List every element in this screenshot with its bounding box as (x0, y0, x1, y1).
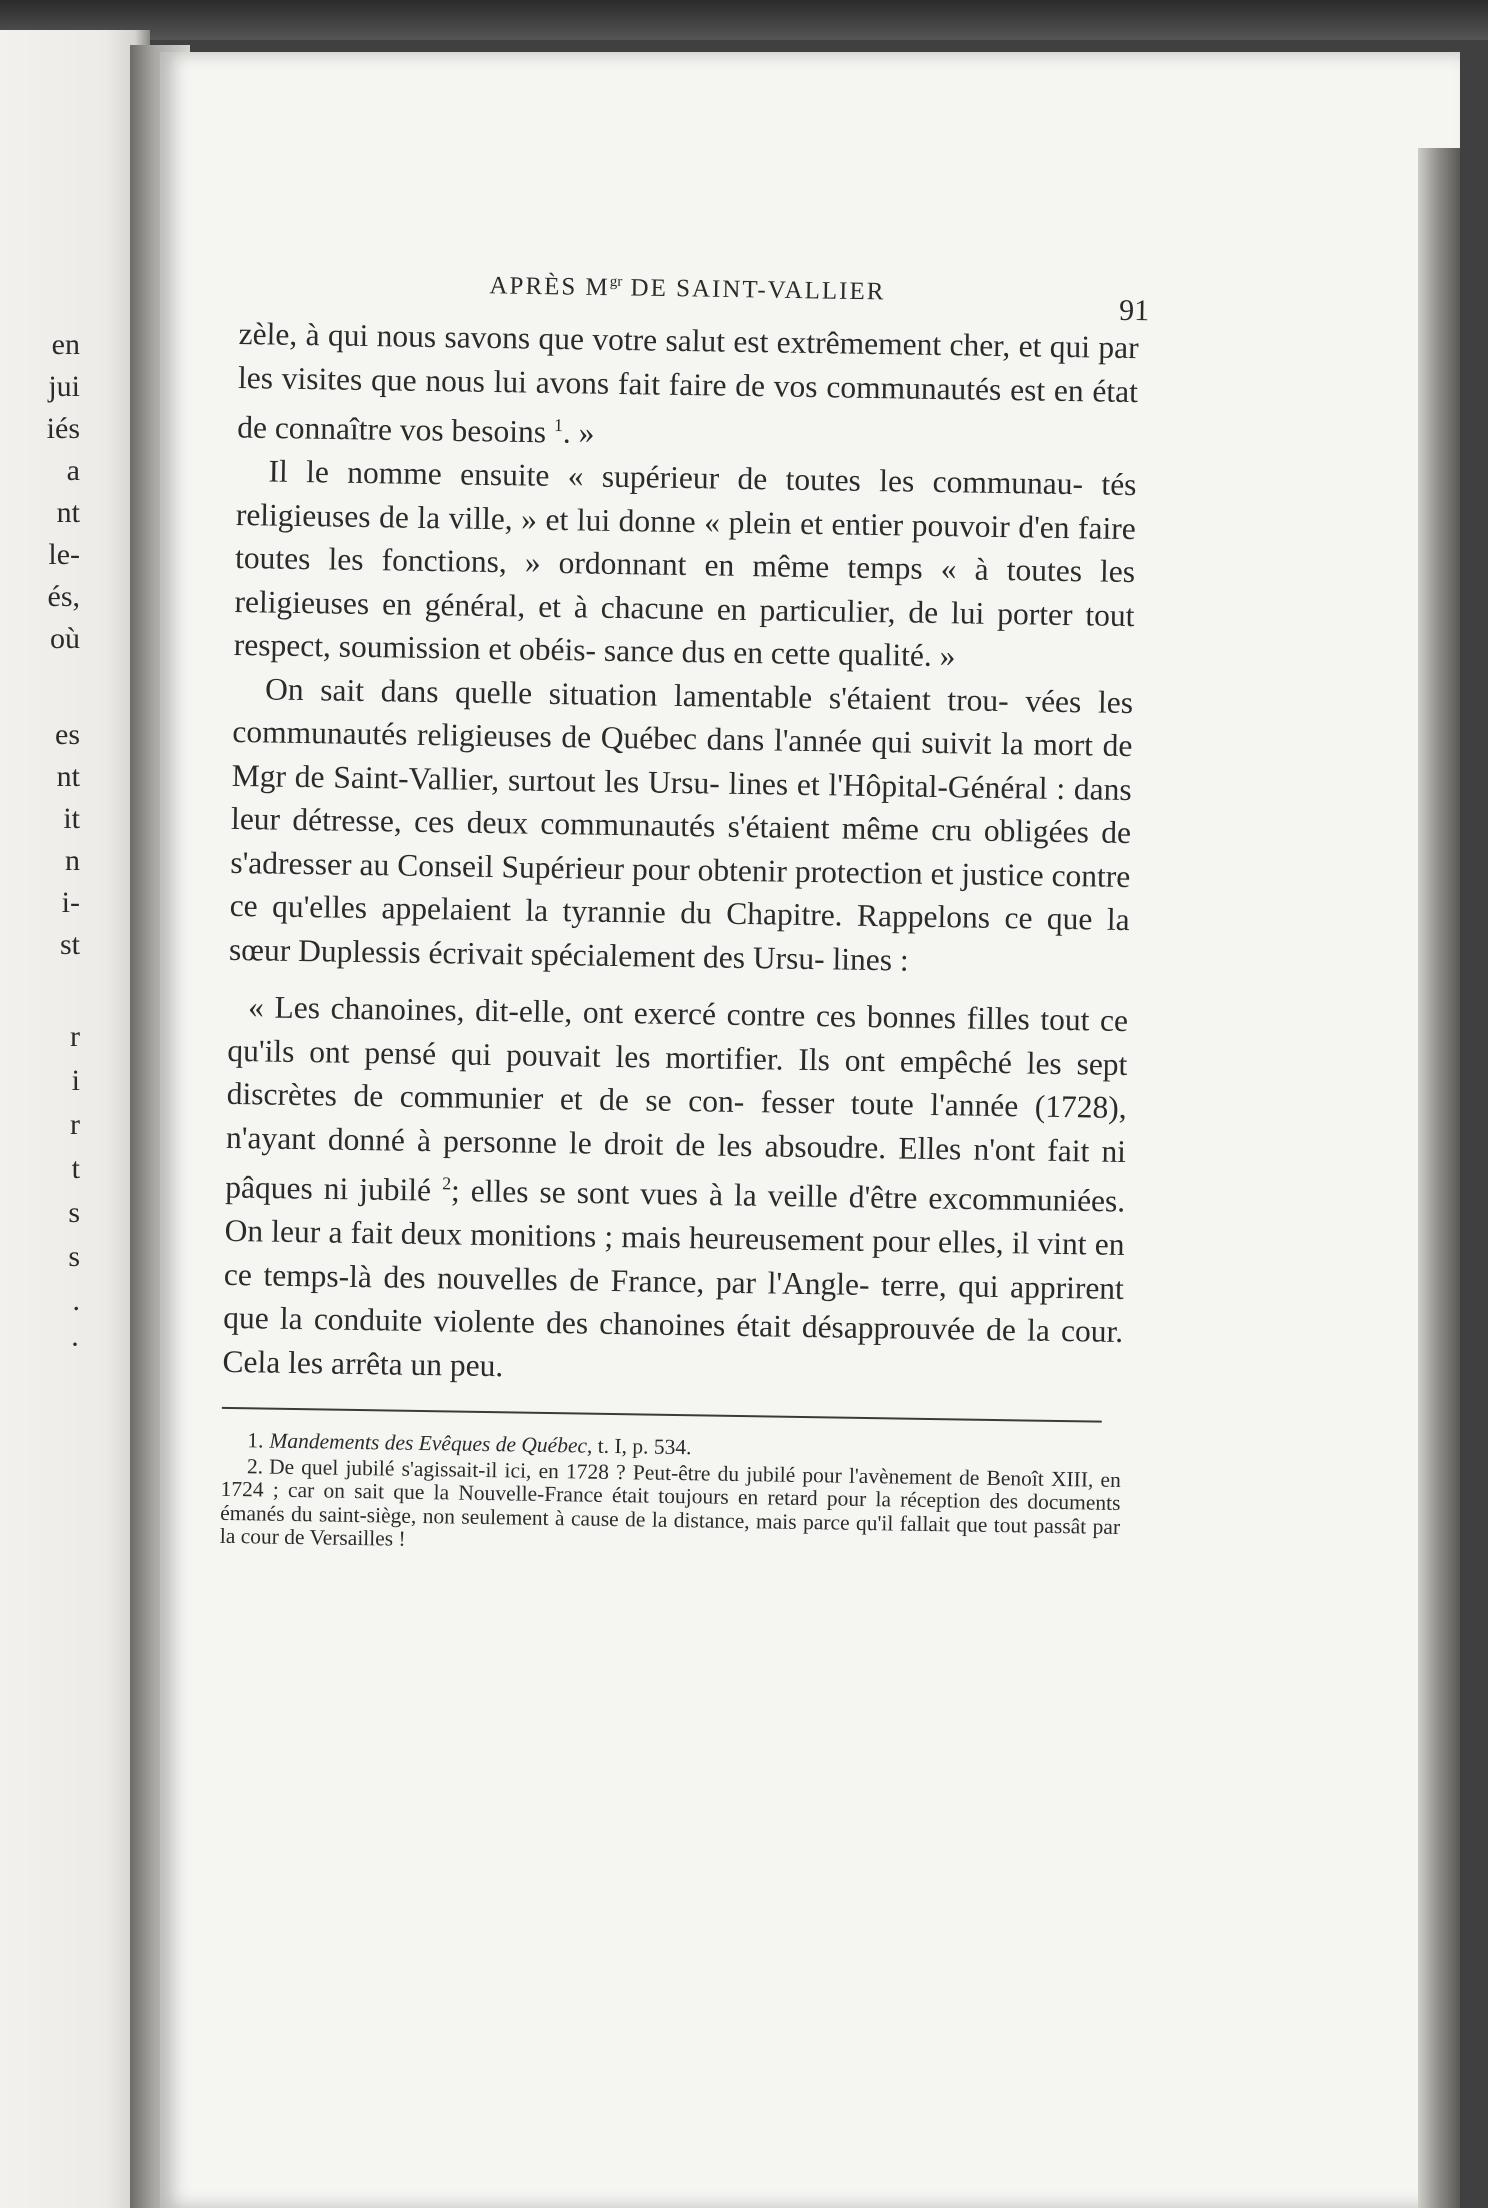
footnote-ref: 2 (442, 1173, 452, 1194)
left-fragment: s (68, 1240, 80, 1273)
left-fragment: r (70, 1108, 80, 1141)
text-line: vées les communautés religieuses de Québec dans l'année (232, 682, 1134, 759)
text-line: vos communautés est en état de connaître vos besoins (236, 367, 1139, 450)
text-line: Il le nomme ensuite « supérieur de toutes les communau- (268, 453, 1084, 502)
text-line: filles tout ce qu'ils ont pensé qui pouvait les mortifier. Ils (227, 1000, 1129, 1077)
page-number: 91 (1118, 293, 1150, 328)
left-fragment: t (71, 1152, 80, 1185)
text-line: particulier, de lui porter tout respect, soumission et obéis- (233, 591, 1135, 668)
text-line: . » (562, 414, 595, 451)
left-fragment: it (63, 802, 80, 835)
text-line: terre, qui apprirent que la conduite violente des chanoines (222, 1266, 1125, 1343)
footnote-2 (220, 1454, 1121, 1562)
footnote-rule (222, 1407, 1102, 1423)
text-line: ; (450, 1172, 461, 1209)
text-line: qui suivit la mort de Mgr de Saint-Vallier, surtout les Ursu- (231, 723, 1133, 801)
left-fragment: nt (56, 760, 80, 793)
left-fragment: en (51, 328, 80, 361)
running-head-superscript: gr (609, 273, 623, 291)
footnote-ref: 1 (553, 414, 564, 436)
text-line: droit de les absoudre. Elles n'ont fait ni pâques ni jubilé (225, 1125, 1127, 1208)
text-line: sance dus en cette qualité. » (603, 632, 956, 674)
paragraph (229, 666, 1134, 985)
paragraph (233, 449, 1136, 681)
page-edge-stack (1418, 148, 1460, 2208)
text-line: a fait deux monitions ; mais heureusement pour elles, il (328, 1214, 1030, 1261)
left-fragment: i- (61, 886, 80, 919)
text-line: ce que la sœur Duplessis écrivait spécialement des Ursu- (228, 900, 1130, 976)
text-line: zèle, à qui nous savons que votre salut est extrêmement (238, 315, 942, 363)
text-line: ont empêché les sept discrètes de communier et de se con- (226, 1042, 1128, 1120)
footnote-number: 2. (246, 1453, 264, 1479)
left-fragment: s (68, 1196, 80, 1229)
scan-top-shadow (0, 0, 1488, 40)
text-line: fesser toute l'année (1728), n'ayant donné à personne le (225, 1084, 1127, 1161)
text-line: tés religieuses de la ville, » et lui donne « plein et entier (235, 466, 1137, 542)
left-fragment: n (65, 844, 80, 877)
text-line: vint en ce temps-là des nouvelles de France, par l'Angle- (223, 1225, 1125, 1302)
paragraph (237, 312, 1139, 463)
left-fragment: és, (47, 580, 80, 613)
text-line: ce qu'elles appelaient la tyrannie du Chapitre. Rappelons (229, 887, 991, 935)
text-line: pouvoir d'en faire toutes les fonctions, » ordonnant en même (234, 507, 1137, 585)
text-line: lines et l'Hôpital-Général : dans leur détresse, ces deux (230, 765, 1132, 841)
page-content (219, 252, 1150, 1562)
text-line: temps « à toutes les religieuses en général, et à chacune en (234, 549, 1136, 627)
text-line: On sait dans quelle situation lamentable s'étaient trou- (264, 670, 1009, 718)
left-fragment: · (70, 1328, 80, 1361)
left-fragment: . (72, 1284, 80, 1317)
footnote-number: 1. (247, 1428, 264, 1453)
left-fragment: r (70, 1020, 80, 1053)
left-fragment: nt (56, 496, 80, 529)
footnotes (220, 1429, 1122, 1563)
left-fragment: le- (48, 538, 80, 571)
footnote-title: Mandements des Evêques de Québec (269, 1428, 588, 1458)
footnote-text: , t. I, p. 534. (586, 1433, 692, 1460)
body-text (222, 312, 1139, 1397)
text-line: lines : (832, 940, 909, 978)
left-page-edge (0, 30, 150, 2208)
text-line: elles se sont vues à la veille d'être excommuniées. On leur (224, 1173, 1126, 1250)
running-head-text: APRÈS M (489, 272, 610, 302)
text-line: cher, et qui par les visites que nous lui avons fait faire de (237, 327, 1139, 403)
running-head-text: DE SAINT-VALLIER (622, 274, 886, 306)
left-fragment: i (71, 1064, 80, 1097)
footnote-text: De quel jubilé s'agissait-il ici, en 1728 ? Peut-être du jubilé pour l'avènement de Benoît XIII, en 1724 ; car on sait que la Nouvelle-France était toujours en retard pour la réception des documents émanés du saint-siège, non seulement à cause de la distance, mais parce qu'il fallait que tout passât par la cour de Versailles ! (219, 1454, 1122, 1551)
running-head-title (489, 272, 885, 307)
text-line: communautés s'étaient même cru obligées de s'adresser au (230, 805, 1132, 882)
text-line: était désapprouvée de la cour. Cela les arrêta un peu. (222, 1307, 1124, 1383)
left-fragment: a (66, 454, 80, 487)
left-fragment: es (55, 718, 80, 751)
text-line: Conseil Supérieur pour obtenir protection et justice contre (397, 847, 1131, 894)
left-fragment: iés (46, 412, 80, 445)
left-fragment: où (50, 622, 80, 655)
left-fragment: jui (48, 370, 80, 403)
quoted-paragraph (222, 985, 1128, 1397)
text-line: « Les chanoines, dit-elle, ont exercé contre ces bonnes (247, 989, 957, 1036)
left-fragment: st (59, 928, 80, 961)
